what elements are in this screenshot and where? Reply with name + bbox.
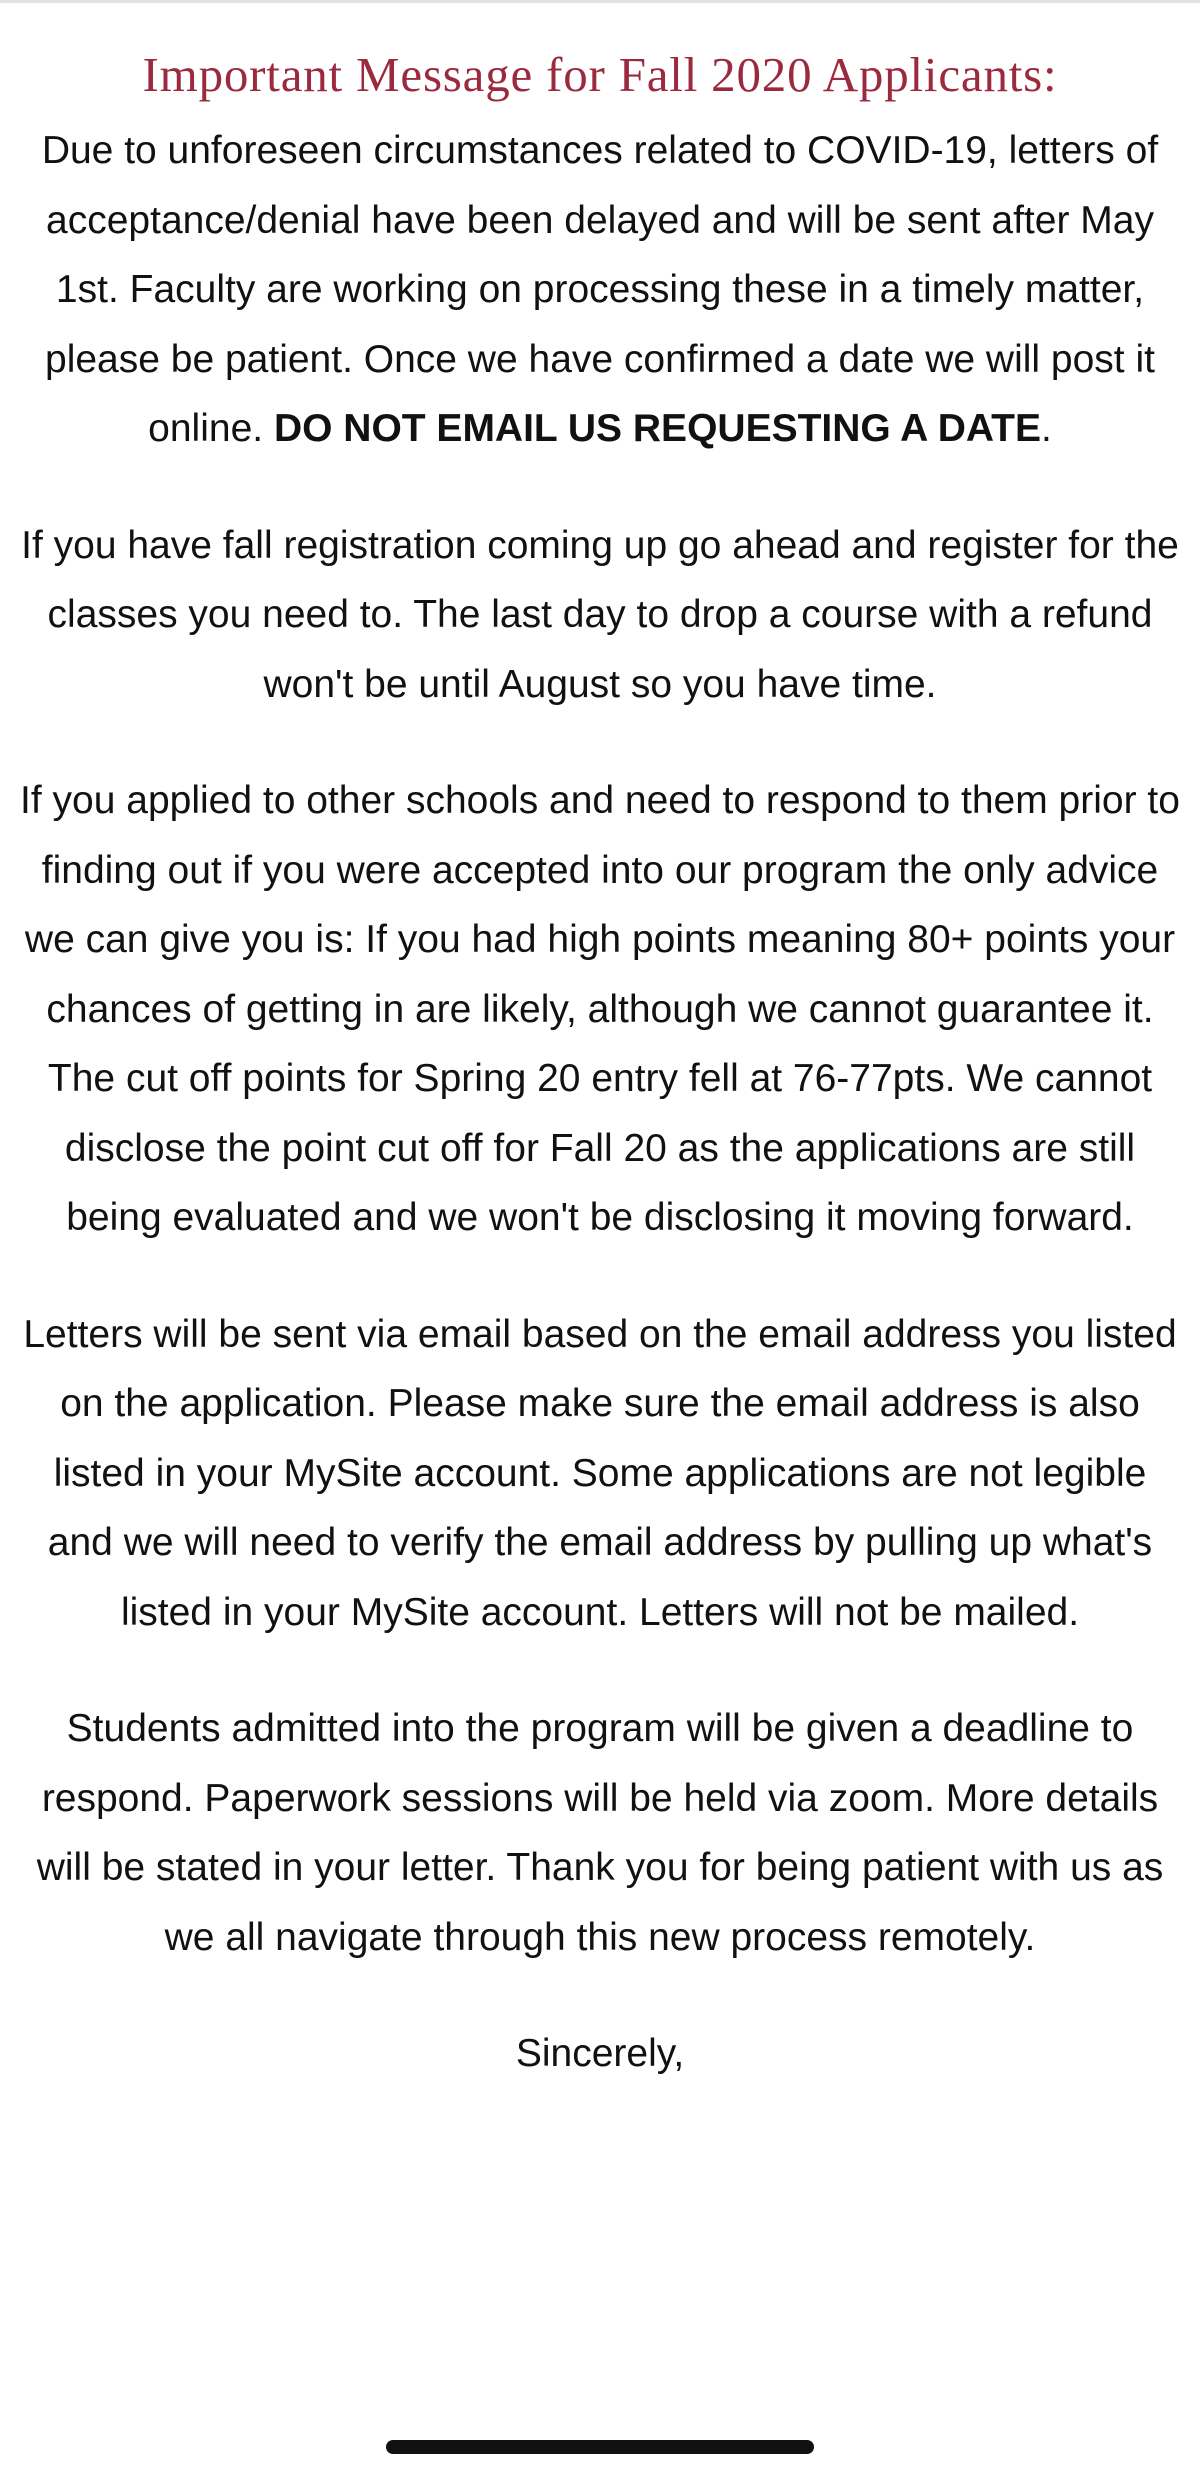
delay-notice-text: Due to unforeseen circumstances related to COVID-19, letters of acceptance/denial have been delayed and will be sent after May 1st. Faculty are working on processing these in a timely matter, please be patient. Once we have confirmed a date we will post it online.	[41, 129, 1159, 450]
page-title: Important Message for Fall 2020 Applicants:	[142, 47, 1058, 102]
do-not-email-warning: DO NOT EMAIL US REQUESTING A DATE	[273, 407, 1041, 450]
delay-notice-end: .	[1040, 407, 1052, 450]
home-indicator-bar[interactable]	[386, 2440, 814, 2454]
paragraph-registration: If you have fall registration coming up go ahead and register for the classes you need to. The last day to drop a course with a refund won't be until August so you have time.	[21, 523, 1179, 706]
message-page	[20, 40, 1180, 2089]
paragraph-other-schools: If you applied to other schools and need to respond to them prior to finding out if you were accepted into our program the only advice we can give you is: If you had high points meaning 80+ points your chances of getting in are likely, although we cannot guarantee it. The cut off points for Spring 20 entry fell at 76-77pts. We cannot disclose the point cut off for Fall 20 as the applications are still being evaluated and we won't be disclosing it moving forward.	[20, 779, 1180, 1239]
top-divider	[0, 0, 1200, 3]
signoff: Sincerely,	[515, 2032, 685, 2075]
paragraph-delay-notice	[20, 116, 1180, 464]
paragraph-admitted-students: Students admitted into the program will be given a deadline to respond. Paperwork sessions will be held via zoom. More details will be stated in your letter. Thank you for being patient with us as we all navigate through this new process remotely.	[36, 1707, 1164, 1959]
paragraph-letters-email: Letters will be sent via email based on the email address you listed on the application. Please make sure the email address is also listed in your MySite account. Some applications are not legible and we will need to verify the email address by pulling up what's listed in your MySite account. Letters will not be mailed.	[23, 1312, 1177, 1634]
